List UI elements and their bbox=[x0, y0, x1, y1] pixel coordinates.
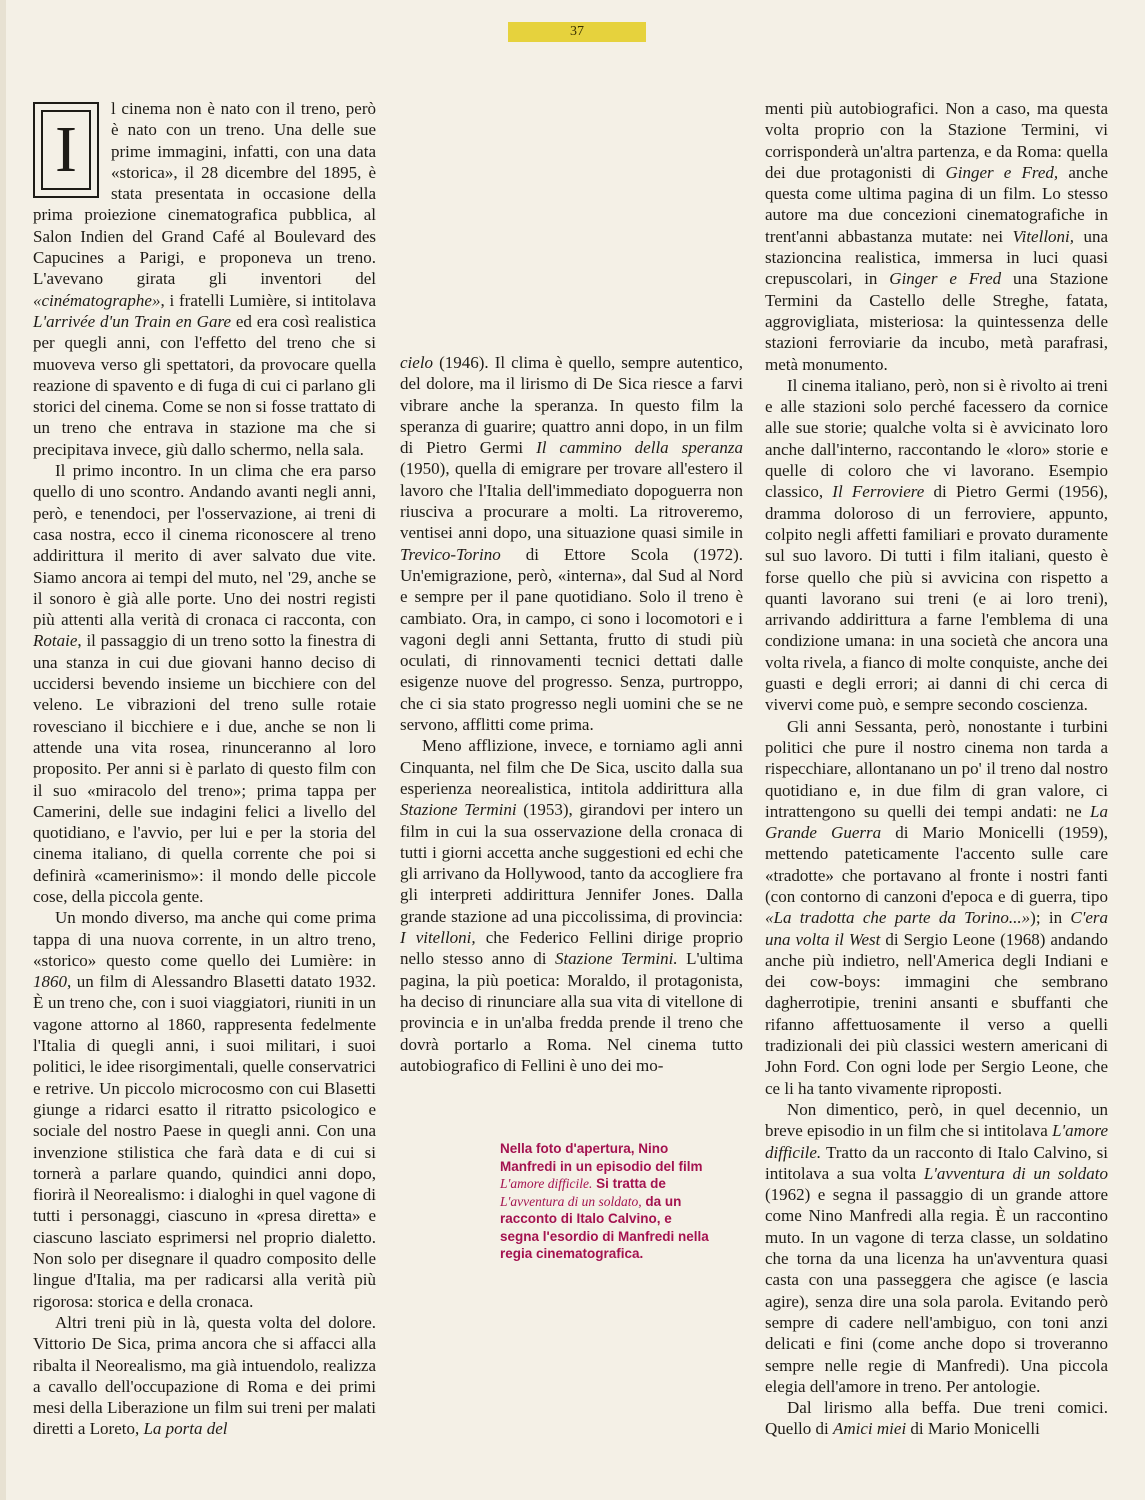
film-title: Trevico-Torino bbox=[400, 544, 501, 564]
film-title: Stazione Termini. bbox=[554, 949, 678, 969]
article-column-1 bbox=[33, 98, 376, 1440]
text-run: Non dimentico, però, in quel decennio, un breve episodio in un film che si intitolava bbox=[765, 1099, 1108, 1141]
text-run: di Ettore Scola (1972). Un'emigrazione, però, «interna», dal Sud al Nord e sempre per il pane quotidiano. Solo il treno è cambiato. Ora, in campo, ci sono i locomotori e i vagoni degli anni Settanta, frutto di studi più oculati, di rinnovamenti tecnici dettati dalle esigenze nuove del progresso. Senza, purtroppo, che ci sia stato progresso negli uomini che se ne servono, afflitti come prima. bbox=[400, 544, 743, 735]
film-title: Stazione Termini bbox=[400, 800, 517, 820]
film-title: La porta del bbox=[143, 1419, 228, 1439]
film-title: Ginger e Fred bbox=[889, 269, 1002, 289]
caption-text: da un racconto di Italo Calvino, e segna l'esordio di Manfredi nella regia cinematografica. bbox=[500, 1193, 709, 1261]
text-run: una Stazione Termini da Castello delle Streghe, fatata, aggrovigliata, misteriosa: la quintessenza delle stazioni ferroviarie da incubo, metà parafrasi, metà monumento. bbox=[765, 269, 1108, 374]
text-run: di Mario Monicelli (1959), mettendo pateticamente l'accento sulle care «tradotte» che portavano al fronte i nostri fanti (con contorno di canzoni d'epoca e di guerra, tipo bbox=[765, 823, 1108, 906]
film-title: 1860 bbox=[33, 972, 67, 992]
drop-cap-letter: I bbox=[41, 110, 91, 190]
text-run: Il primo incontro. In un clima che era parso quello di uno scontro. Andando avanti negli anni, però, e tenendoci, per l'osservazione, ai treni di casa nostra, ecco il cinema riconoscere al treno addirittura il merito di aver salvato due vite. Siamo ancora ai tempi del muto, nel '29, anche se il sonoro è già alle porte. Uno dei nostri registi più attenti alla verità di cronaca ci racconta, con bbox=[33, 461, 376, 630]
text-run: Il cinema italiano, però, non si è rivolto ai treni e alle stazioni solo perché facessero da cornice alle sue storie; qualche volta si è avvicinato loro anche dall'interno, raccontando le «loro» storie e quelle di coloro che vi lavorano. Esempio classico, bbox=[765, 375, 1108, 502]
article-column-3 bbox=[765, 98, 1108, 1440]
text-run: , un film di Alessandro Blasetti datato 1932. È un treno che, con i suoi viaggiatori, riuniti in un vagone attorno al 1860, rappresenta fedelmente l'Italia di quegli anni, i suoi militari, i suoi politici, le idee risorgimentali, quelle conservatrici e retrive. Un piccolo microcosmo con cui Blasetti giunge a ridarci esatto il ritratto psicologico e sociale del nostro Paese in quegli anni. Con una invenzione stilistica che farà data e di cui si tornerà a parlare quando, quindici anni dopo, fiorirà il Neorealismo: i dialoghi in quel vagone di tutti i personaggi, ciascuno in «presa diretta» e ciascuno lasciato esprimersi nel proprio dialetto. Non solo per disegnare il quadro composito delle lingue d'Italia, ma per radicarsi alla verità più rigorosa: storica e della cronaca. bbox=[33, 972, 376, 1311]
text-run: ed era così realistica per quegli anni, con l'effetto del treno che si muoveva verso gli spettatori, da provocare quella reazione di spavento e di fuga di cui ci parlano gli storici del cinema. Come se non si fosse trattato di un treno che entrava in stazione ma che si precipitava invece, giù dallo schermo, nella sala. bbox=[33, 311, 376, 459]
text-run: , i fratelli Lumière, si intitolava bbox=[160, 290, 376, 310]
paragraph bbox=[765, 716, 1108, 1099]
article-column-2 bbox=[400, 352, 743, 1076]
text-run: menti più autobiografici. Non a caso, ma questa volta proprio con la Stazione Termini, vi corrisponderà un'altra partenza, e da Roma: quella dei due protagonisti di bbox=[765, 99, 1108, 182]
text-run: Dal lirismo alla beffa. Due treni comici. Quello di bbox=[765, 1398, 1108, 1439]
film-title: Il Ferroviere bbox=[832, 482, 925, 502]
film-title: Rotaie bbox=[33, 631, 78, 651]
text-run: una stazioncina realistica, immersa in luci quasi crepuscolari, in bbox=[765, 226, 1108, 289]
film-title: L'arrivée d'un Train en Gare bbox=[33, 311, 231, 331]
song-title: «La tradotta che parte da Torino...» bbox=[765, 908, 1031, 928]
text-run: Altri treni più in là, questa volta del dolore. Vittorio De Sica, prima ancora che si affacci alla ribalta il Neorealismo, ma già intuendolo, realizza a cavallo dell'occupazione di Roma e dei primi mesi della Liberazione un film sui treni per malati diretti a Loreto, bbox=[33, 1312, 376, 1439]
italic-term: «cinématographe» bbox=[33, 290, 161, 310]
photo-caption bbox=[500, 1140, 710, 1263]
page-number: 37 bbox=[508, 22, 646, 42]
film-title: I vitelloni, bbox=[400, 928, 476, 948]
paragraph bbox=[33, 98, 376, 460]
text-run: l cinema non è nato con il treno, però è nato con un treno. Una delle sue prime immagini, infatti, con una data «storica», il 28 dicembre del 1895, è stata presentata in occasione della prima proiezione cinematografica pubblica, al Salon Indien del Grand Café al Boulevard des Capucines a Parigi, e proponeva un treno. L'avevano girata gli inventori del bbox=[33, 99, 376, 289]
film-title: cielo bbox=[400, 353, 434, 372]
text-run: (1953), girandovi per intero un film in cui la sua osservazione della cronaca di tutti i giorni accetta anche suggestioni ed echi che gli arrivano da Hollywood, tanto da accogliere fra gli interpreti addirittura Jennifer Jones. Dalla grande stazione ad una piccolissima, di provincia: bbox=[400, 800, 743, 926]
paragraph bbox=[765, 98, 1108, 375]
film-title: C'era una volta il West bbox=[765, 908, 1109, 949]
paragraph bbox=[400, 352, 743, 735]
caption-film-title: L'amore difficile. bbox=[500, 1176, 593, 1191]
film-title: Vitelloni, bbox=[1012, 226, 1075, 246]
text-run: Tratto da un racconto di Italo Calvino, si intitolava a sua volta bbox=[765, 1142, 1108, 1183]
film-title: Ginger e Fred, bbox=[945, 162, 1059, 182]
paragraph bbox=[33, 907, 376, 1312]
text-run: Gli anni Sessanta, però, nonostante i turbini politici che pure il nostro cinema non tarda a rispecchiare, allontanano un po' il treno dal nostro quotidiano e, in due film di gran valore, ci intrattengono su quelli dei tempi andati: ne bbox=[765, 716, 1108, 821]
text-run: che Federico Fellini dirige proprio nello stesso anno di bbox=[400, 928, 743, 969]
text-run: di Mario Monicelli bbox=[906, 1419, 1040, 1439]
paragraph bbox=[400, 735, 743, 1076]
film-title: Amici miei bbox=[833, 1419, 907, 1439]
film-title: La Grande Guerra bbox=[765, 801, 1108, 843]
text-run: , il passaggio di un treno sotto la finestra di una stanza in cui due giovani hanno deciso di uccidersi bevendo insieme un bicchiere con del veleno. Le vibrazioni del treno sulle rotaie rovesciano il bicchiere e i due, anche se non li attende una vita rosea, rinunceranno al loro proposito. Per anni si è parlato di questo film con il suo «miracolo del treno»; prima tappa per Camerini, delle sue indagini felici a livello del quotidiano, e l'avvio, per lui e per la storia del cinema italiano, di quella corrente che poi si definirà «camerinismo»: il mondo delle piccole cose, della piccola gente. bbox=[33, 631, 376, 906]
text-run: di Pietro Germi (1956), dramma doloroso di un ferroviere, appunto, colpito negli affetti familiari e provato duramente sul suo lavoro. Di tutti i film italiani, questo è forse quello che più si avvicina con rispetto a quanti lavorano sui treni (e ai loro treni), arrivando addirittura a farne l'emblema di una condizione umana: in una società che ancora una volta rivela, a fianco di molte conquiste, anche dei guasti e degli errori; ai danni di chi cerca di vivervi come può, e sempre secondo coscienza. bbox=[765, 482, 1108, 715]
drop-cap-frame bbox=[33, 102, 99, 198]
caption-film-title: L'avventura di un soldato, bbox=[500, 1193, 642, 1209]
text-run: (1950), quella di emigrare per trovare all'estero il lavoro che l'Italia dell'immediato dopoguerra non riusciva a procurare a molti. La ritroveremo, ventisei anni dopo, una situazione quasi simile in bbox=[400, 459, 743, 543]
text-run: ); in bbox=[1030, 908, 1071, 928]
text-run: L'ultima pagina, la più poetica: Moraldo, il protagonista, ha deciso di rinunciare alla sua vita di vitellone di provincia e in un'alba fredda prende il treno che dovrà portarlo a Roma. Nel cinema tutto autobiografico di Fellini è uno dei mo- bbox=[400, 949, 743, 1075]
paragraph bbox=[765, 1397, 1108, 1440]
paragraph bbox=[765, 1099, 1108, 1397]
film-title: L'amore difficile. bbox=[765, 1121, 1108, 1162]
caption-text: Si tratta de bbox=[592, 1176, 666, 1191]
text-run: Un mondo diverso, ma anche qui come prima tappa di una nuova corrente, in un altro treno, «storico» questo come quello dei Lumière: in bbox=[33, 908, 376, 970]
text-run: di Sergio Leone (1968) andando anche più indietro, nell'America degli Indiani e dei cow-boys: immagini che sembrano dagherrotipie, trenini ansanti e sbuffanti che rifanno affettuosamente il verso a quelli tradizionali dei più classici western americani di John Ford. Con ogni lode per Sergio Leone, che ce li ha tanto vivamente riproposti. bbox=[765, 929, 1108, 1098]
text-run: (1962) e segna il passaggio di un grande attore come Nino Manfredi alla regia. È un raccontino muto. In un vagone di terza classe, un soldatino che torna da una licenza ha un'avventura quasi casta con una passeggera che agisce (e lascia agire), senza dire una sola parola. Evitando però sempre di cadere nell'ambiguo, con toni anzi delicati e fini (come anche dopo si troveranno sempre nelle regie di Manfredi). Una piccola elegia dell'amore in treno. Per antologie. bbox=[765, 1185, 1108, 1396]
text-run: Meno afflizione, invece, e torniamo agli anni Cinquanta, nel film che De Sica, uscito dalla sua esperienza neorealistica, intitola addirittura alla bbox=[400, 736, 743, 798]
paragraph bbox=[765, 375, 1108, 716]
text-run: anche questa come ultima pagina di un film. Lo stesso autore ma due concezioni cinematografiche in trent'anni abbastanza mutate: nei bbox=[765, 162, 1108, 246]
text-run: (1946). Il clima è quello, sempre autentico, del dolore, ma il lirismo di De Sica riesce a farvi vibrare anche la speranza. In questo film la speranza di guarire; quattro anni dopo, in un film di Pietro Germi bbox=[400, 353, 743, 458]
page-spine-edge bbox=[0, 0, 6, 1500]
film-title: Il cammino della speranza bbox=[536, 438, 744, 458]
film-title: L'avventura di un soldato bbox=[923, 1163, 1108, 1183]
caption-text: Nella foto d'apertura, Nino Manfredi in un episodio del film bbox=[500, 1141, 703, 1174]
paragraph bbox=[33, 460, 376, 907]
paragraph bbox=[33, 1312, 376, 1440]
